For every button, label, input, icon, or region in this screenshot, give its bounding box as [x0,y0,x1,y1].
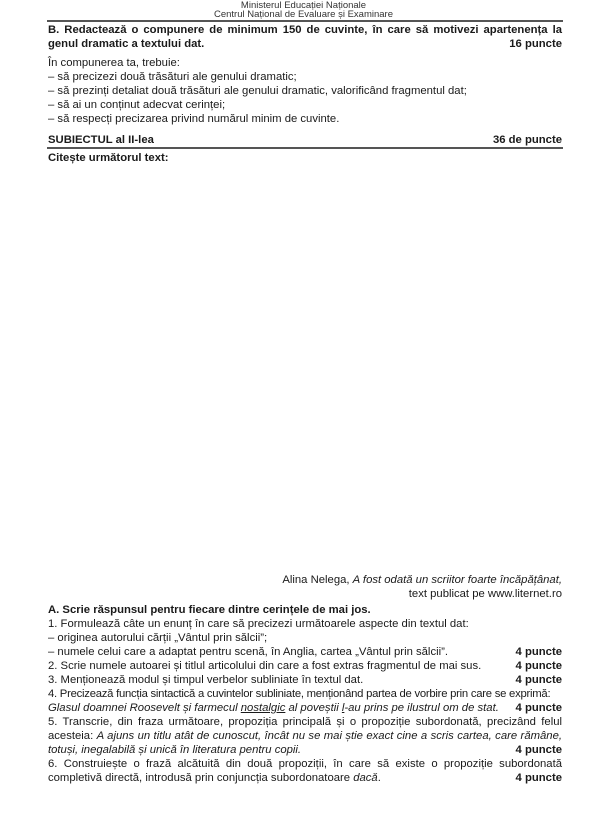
question-5-text: totuși, inegalabilă și unică în literatura pentru copii. [48,744,302,756]
question-6-points: 4 puncte [515,772,562,784]
part1-b-item: – să prezinți detaliat două trăsături ale genului dramatic, valorificând fragmentul dat; [48,85,467,97]
question-4-points: 4 puncte [515,702,562,714]
question-6-line2 [48,771,562,785]
part1-b-prompt-line1: B. Redactează o compunere de minimum 150 de cuvinte, în care să motivezi apartenența la [48,24,562,36]
source-title: A fost odată un scriitor foarte încăpățânat, [352,574,562,586]
question-4-example [48,701,562,715]
question-2 [48,659,562,673]
header-ministry: Ministerul Educației Naționale [240,0,367,11]
question-5-line3 [48,743,562,757]
question-1-a: – originea autorului cărții „Vântul prin sălcii”; [48,632,268,644]
question-6-text: completivă directă, introdusă prin conjuncția subordonatoare dacă. [48,772,381,784]
part1-b-item: – să precizezi două trăsături ale genului dramatic; [48,71,297,83]
source-publication: text publicat pe www.liternet.ro [408,588,562,600]
underlined-word: nostalgic [240,702,286,714]
question-5-line2: acesteia: A ajuns un titlu atât de cunoscut, încât nu se mai știe exact cine a scris cartea, care rămâne, [48,730,563,742]
question-3-points: 4 puncte [515,674,562,686]
read-label: Citește următorul text: [48,152,169,164]
question-5-points: 4 puncte [515,744,562,756]
question-2-points: 4 puncte [515,660,562,672]
header-center: Centrul Național de Evaluare și Examinare [213,9,393,20]
source-author: Alina Nelega, [282,574,353,586]
underlined-word: l [341,702,345,714]
question-1-b [48,645,562,659]
source-citation [48,573,562,587]
subject2-rule [47,147,563,149]
subject2-heading [48,133,562,147]
question-4: 4. Precizează funcția sintactică a cuvintelor subliniate, menționând partea de vorbire prin care se exprimă: [48,688,551,700]
part1-b-intro: În compunerea ta, trebuie: [48,57,180,69]
part1-b-points: 16 puncte [509,38,562,50]
question-2-text: 2. Scrie numele autoarei și titlul articolului din care a fost extras fragmentul de mai sus. [48,660,482,672]
part1-b-prompt-line2 [48,37,562,51]
subject2-points: 36 de puncte [492,134,562,146]
question-3 [48,673,562,687]
part1-b-prompt-text: genul dramatic a textului dat. [48,38,205,50]
part1-b-item: – să ai un conținut adecvat cerinței; [48,99,226,111]
question-4-example-text: Glasul doamnei Roosevelt și farmecul nostalgic al poveștii l-au prins pe ilustrul om de stat. [48,702,499,714]
part2-a-title: A. Scrie răspunsul pentru fiecare dintre cerințele de mai jos. [48,604,371,616]
question-1-b-text: – numele celui care a adaptat pentru scenă, în Anglia, cartea „Vântul prin sălcii”. [48,646,449,658]
question-5-line1: 5. Transcrie, din fraza următoare, propoziția principală și o propoziție subordonată, precizând felul [48,716,562,728]
header-rule [47,20,563,22]
subject2-title: SUBIECTUL al II-lea [48,134,154,146]
question-1-points: 4 puncte [515,646,562,658]
question-3-text: 3. Menționează modul și timpul verbelor subliniate în textul dat. [48,674,364,686]
question-1: 1. Formulează câte un enunț în care să precizezi următoarele aspecte din textul dat: [48,618,469,630]
question-6-line1: 6. Construiește o frază alcătuită din două propoziții, în care să existe o propoziție subordonată [48,758,562,770]
part1-b-item: – să respecți precizarea privind numărul minim de cuvinte. [48,113,340,125]
